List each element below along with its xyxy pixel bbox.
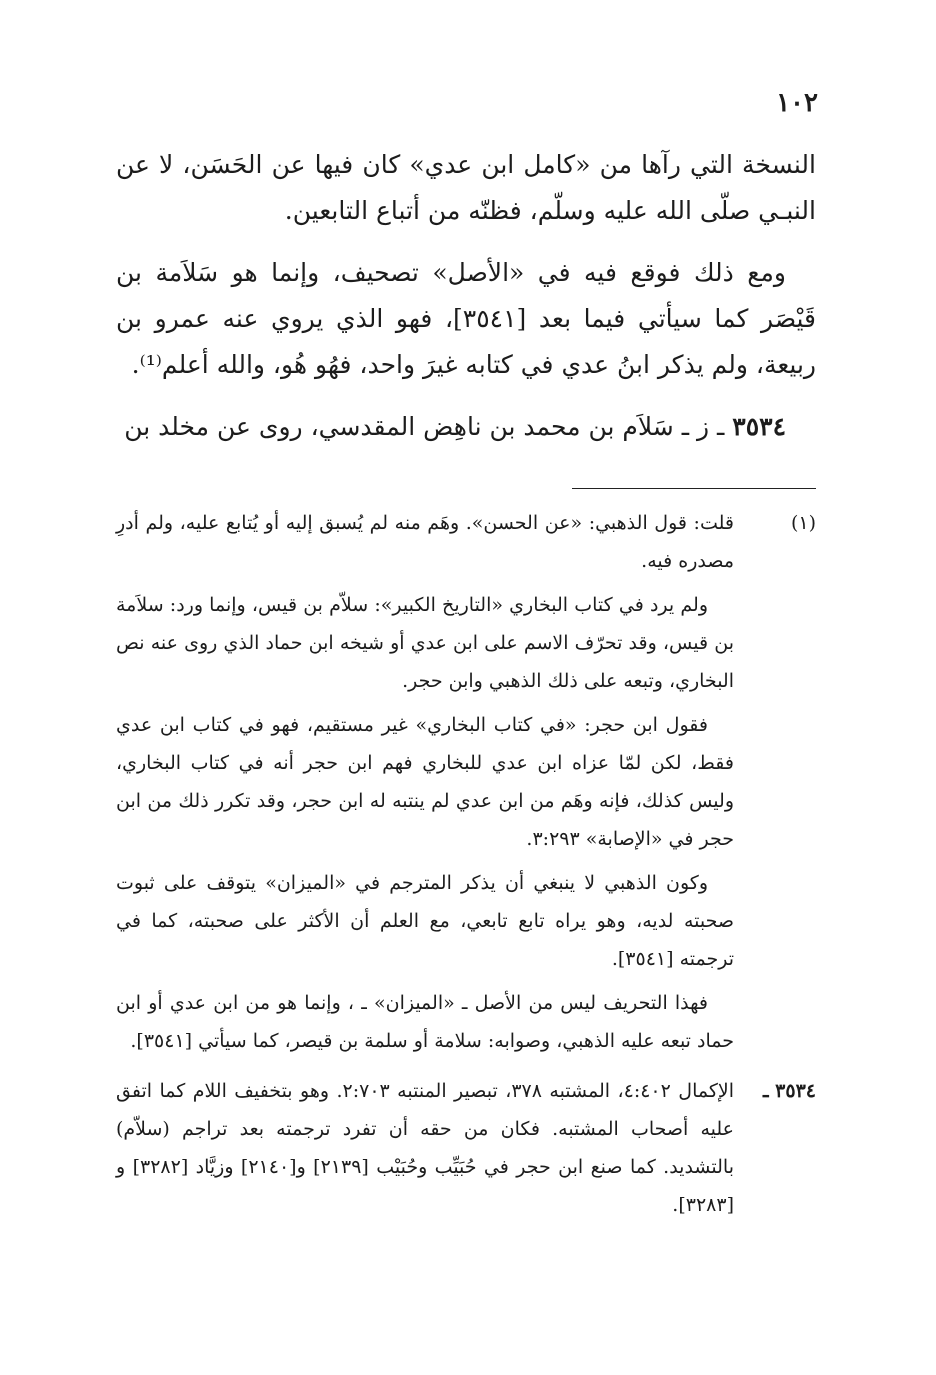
footnote-paragraph: ولم يرد في كتاب البخاري «التاريخ الكبير»: سلاّم بن قيس، وإنما ورد: سلاَمة بن قيس، وقد تحرّف الاسم على ابن عدي أو شيخه ابن حماد الذي روى عنه نص البخاري، وتبعه على ذلك الذهبي وابن حجر. <box>116 594 734 692</box>
footnote-divider <box>572 488 816 489</box>
main-paragraph-2: ومع ذلك فوقع فيه في «الأصل» تصحيف، وإنما هو سَلاَمة بن قَيْصَر كما سيأتي فيما بعد [٣٥٤١]، فهو الذي يروي عنه عمرو بن ربيعة، ولم يذكر ابنُ عدي في كتابه غيرَ واحد، فهُو هُو، والله أعلم⁽¹⁾. <box>116 258 816 379</box>
entry-number: ٣٥٣٤ <box>732 412 786 441</box>
footnote-marker: (١) <box>790 512 816 534</box>
footnote-paragraph: الإكمال ٤:٤٠٢، المشتبه ٣٧٨، تبصير المنتبه ٢:٧٠٣. وهو بتخفيف اللام كما اتفق عليه أصحاب المشتبه. فكان من حقه أن تفرد ترجمته بعد تراجم (سلاّم) بالتشديد. كما صنع ابن حجر في حُبَيِّب وحُبَيْب [٢١٣٩] و[٢١٤٠] وزيَّاد [٣٢٨٢] و [٣٢٨٣]. <box>116 1080 735 1216</box>
footnote-paragraph: وكون الذهبي لا ينبغي أن يذكر المترجم في «الميزان» يتوقف على ثبوت صحبته لديه، وهو يراه تابع تابعي، مع العلم أن الأكثر على صحبته، كما في ترجمته [٣٥٤١]. <box>116 872 734 970</box>
footnote-paragraph: فقول ابن حجر: «في كتاب البخاري» غير مستقيم، فهو في كتاب ابن عدي فقط، لكن لمّا عزاه ابن عدي للبخاري فهم ابن حجر أنه في كتاب البخاري، وليس كذلك، فإنه وهَم من ابن عدي لم ينتبه له ابن حجر، وقد تكرر ذلك من ابن حجر في «الإصابة» ٣:٢٩٣. <box>116 714 734 850</box>
footnote-1 <box>116 504 816 1066</box>
main-text <box>116 142 816 466</box>
footnotes <box>116 504 816 1236</box>
footnote-paragraph: قلت: قول الذهبي: «عن الحسن». وهَم منه لم يُسبق إليه أو يُتابع عليه، ولم أدرِ مصدره فيه. <box>116 512 734 572</box>
entry-heading <box>116 404 816 450</box>
footnote-paragraph: فهذا التحريف ليس من الأصل ـ «الميزان» ـ ، وإنما هو من ابن عدي أو ابن حماد تبعه عليه الذهبي، وصوابه: سلامة أو سلمة بن قيصر، كما سيأتي [٣٥٤١]. <box>116 992 734 1052</box>
footnote-marker: ٣٥٣٤ ـ <box>762 1080 816 1102</box>
footnote-body <box>116 1072 734 1230</box>
entry-text: ـ ز ـ سَلاَم بن محمد بن ناهِض المقدسي، روى عن مخلد بن <box>124 412 725 441</box>
main-paragraph-1: النسخة التي رآها من «كامل ابن عدي» كان فيها عن الحَسَن، لا عن النبـي صلّى الله عليه وسلّم، فظنّه من أتباع التابعين. <box>116 150 816 225</box>
footnote-body <box>116 504 734 1066</box>
page-number: ١٠٢ <box>776 88 818 118</box>
footnote-2 <box>116 1072 816 1230</box>
